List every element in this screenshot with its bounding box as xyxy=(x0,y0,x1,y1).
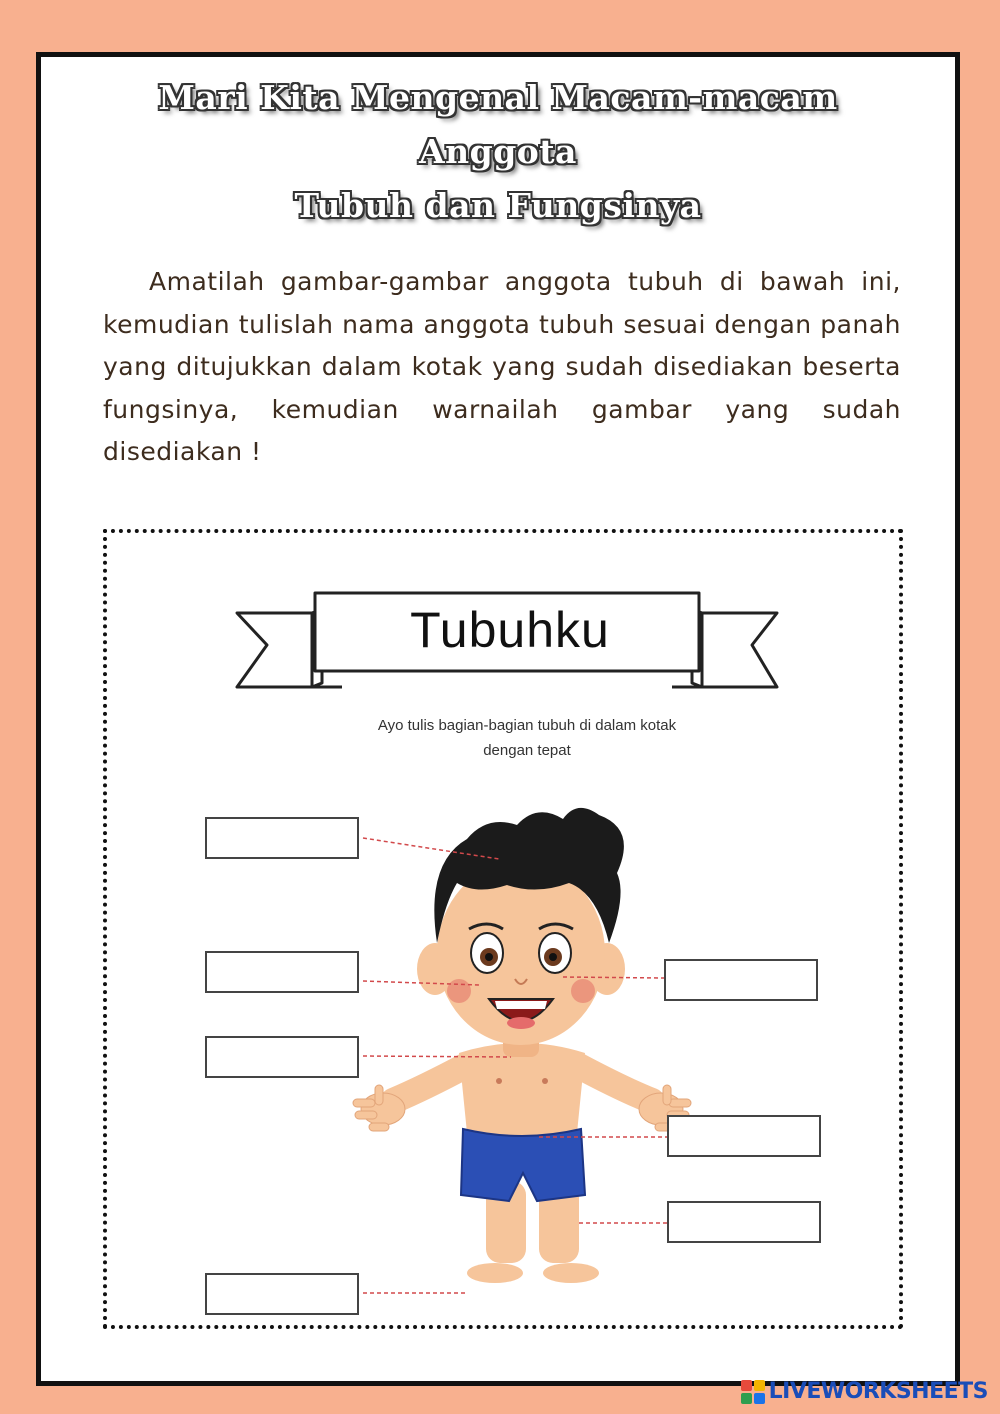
answer-box-neck[interactable] xyxy=(205,1036,359,1078)
title-line-1: Mari Kita Mengenal Macam-macam xyxy=(158,78,838,117)
activity-frame xyxy=(103,529,903,1329)
title-line-2: Anggota xyxy=(419,132,577,171)
answer-box-ear[interactable] xyxy=(664,959,818,1001)
answer-box-leg[interactable] xyxy=(667,1201,821,1243)
worksheet-title xyxy=(41,71,955,233)
liveworksheets-logo-icon xyxy=(741,1380,765,1404)
answer-box-hair[interactable] xyxy=(205,817,359,859)
answer-box-hand[interactable] xyxy=(667,1115,821,1157)
worksheet-page xyxy=(36,52,960,1386)
banner-title: Tubuhku xyxy=(410,602,610,658)
subtitle-line-1: Ayo tulis bagian-bagian tubuh di dalam kotak xyxy=(377,717,677,734)
instruction-text: Amatilah gambar-gambar anggota tubuh di bawah ini, kemudian tulislah nama anggota tubuh sesuai dengan panah yang ditujukkan dalam kotak yang sudah disediakan beserta fungsinya, kemudian warnailah gambar yang sudah disediakan ! xyxy=(103,267,901,466)
answer-box-eyes[interactable] xyxy=(205,951,359,993)
footer-brand: LIVEWORKSHEETS xyxy=(768,1379,988,1404)
subtitle-line-2: dengan tepat xyxy=(483,742,571,759)
answer-box-foot[interactable] xyxy=(205,1273,359,1315)
title-line-3: Tubuh dan Fungsinya xyxy=(294,186,702,225)
liveworksheets-footer xyxy=(741,1379,988,1404)
